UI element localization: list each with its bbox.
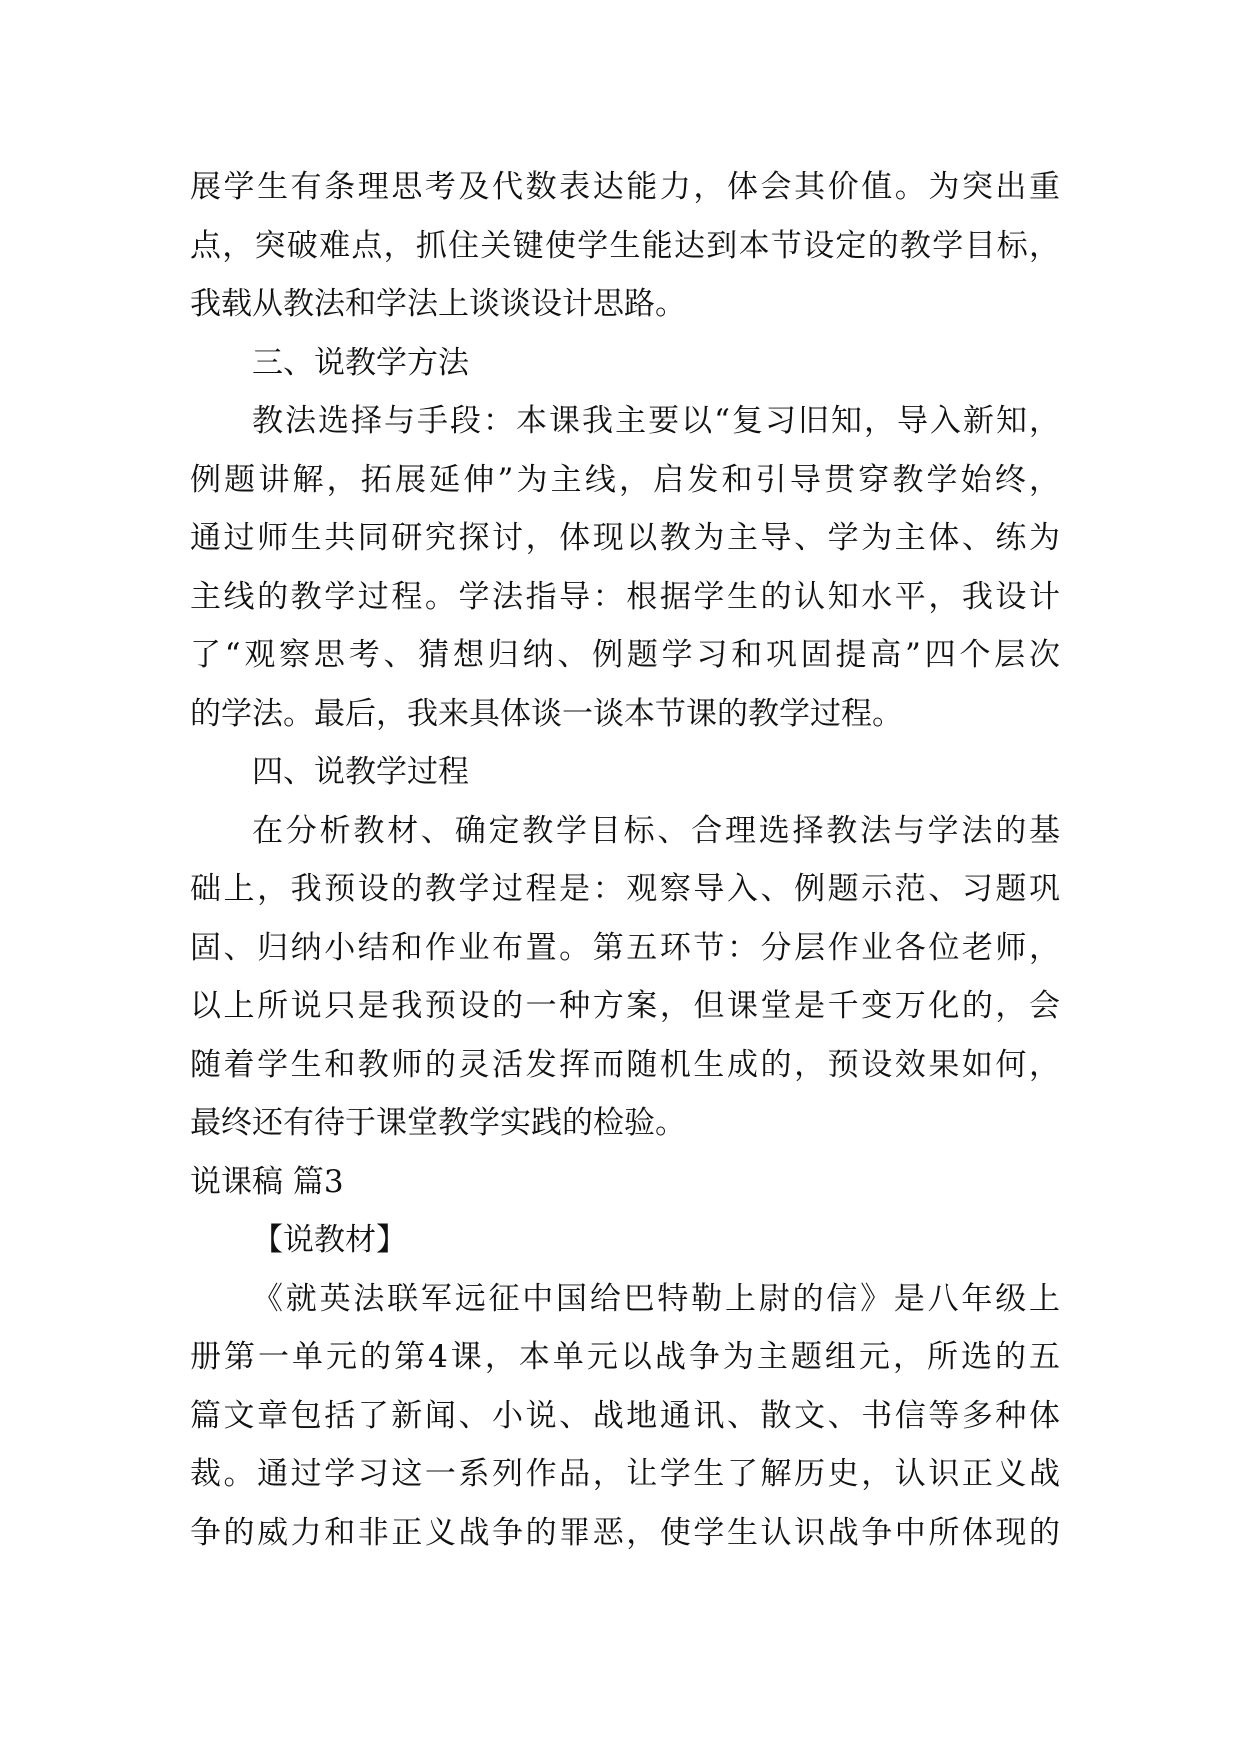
section-heading-material: 【说教材】 bbox=[252, 1222, 407, 1258]
paragraph-line: 随着学生和教师的灵活发挥而随机生成的，预设效果如何， bbox=[190, 1046, 1060, 1083]
paragraph-line: 例题讲解，拓展延伸”为主线，启发和引导贯穿教学始终， bbox=[190, 461, 1060, 498]
paragraph-line: 了“观察思考、猜想归纳、例题学习和巩固提高”四个层次 bbox=[190, 637, 1060, 673]
paragraph-line: 篇文章包括了新闻、小说、战地通讯、散文、书信等多种体 bbox=[190, 1397, 1060, 1434]
paragraph-line: 点，突破难点，抓住关键使学生能达到本节设定的教学目标， bbox=[190, 227, 1060, 264]
paragraph-line: 《就英法联军远征中国给巴特勒上尉的信》是八年级上 bbox=[252, 1280, 1060, 1317]
paragraph-line: 主线的教学过程。学法指导：根据学生的认知水平，我设计 bbox=[190, 578, 1060, 615]
paragraph-line: 固、归纳小结和作业布置。第五环节：分层作业各位老师， bbox=[190, 929, 1060, 966]
paragraph-line: 通过师生共同研究探讨，体现以教为主导、学为主体、练为 bbox=[190, 520, 1060, 556]
chapter-title: 说课稿 篇3 bbox=[190, 1163, 344, 1200]
section-heading-methods: 三、说教学方法 bbox=[252, 344, 469, 381]
section-heading-process: 四、说教学过程 bbox=[252, 754, 469, 790]
paragraph-line: 册第一单元的第4课，本单元以战争为主题组元，所选的五 bbox=[190, 1339, 1060, 1375]
paragraph-line: 础上，我预设的教学过程是：观察导入、例题示范、习题巩 bbox=[190, 871, 1060, 907]
paragraph-line: 裁。通过学习这一系列作品，让学生了解历史，认识正义战 bbox=[190, 1456, 1060, 1492]
paragraph-line: 以上所说只是我预设的一种方案，但课堂是千变万化的，会 bbox=[190, 988, 1060, 1024]
paragraph-line: 我载从教法和学法上谈谈设计思路。 bbox=[190, 286, 686, 322]
paragraph-line: 争的威力和非正义战争的罪恶，使学生认识战争中所体现的 bbox=[190, 1514, 1060, 1551]
paragraph-line: 展学生有条理思考及代数表达能力，体会其价值。为突出重 bbox=[190, 169, 1060, 205]
document-body bbox=[190, 158, 1060, 1562]
paragraph-line: 教法选择与手段：本课我主要以“复习旧知，导入新知， bbox=[252, 403, 1060, 439]
paragraph-line: 在分析教材、确定教学目标、合理选择教法与学法的基 bbox=[252, 812, 1060, 849]
paragraph-line: 最终还有待于课堂教学实践的检验。 bbox=[190, 1105, 686, 1141]
paragraph-line: 的学法。最后，我来具体谈一谈本节课的教学过程。 bbox=[190, 695, 903, 732]
